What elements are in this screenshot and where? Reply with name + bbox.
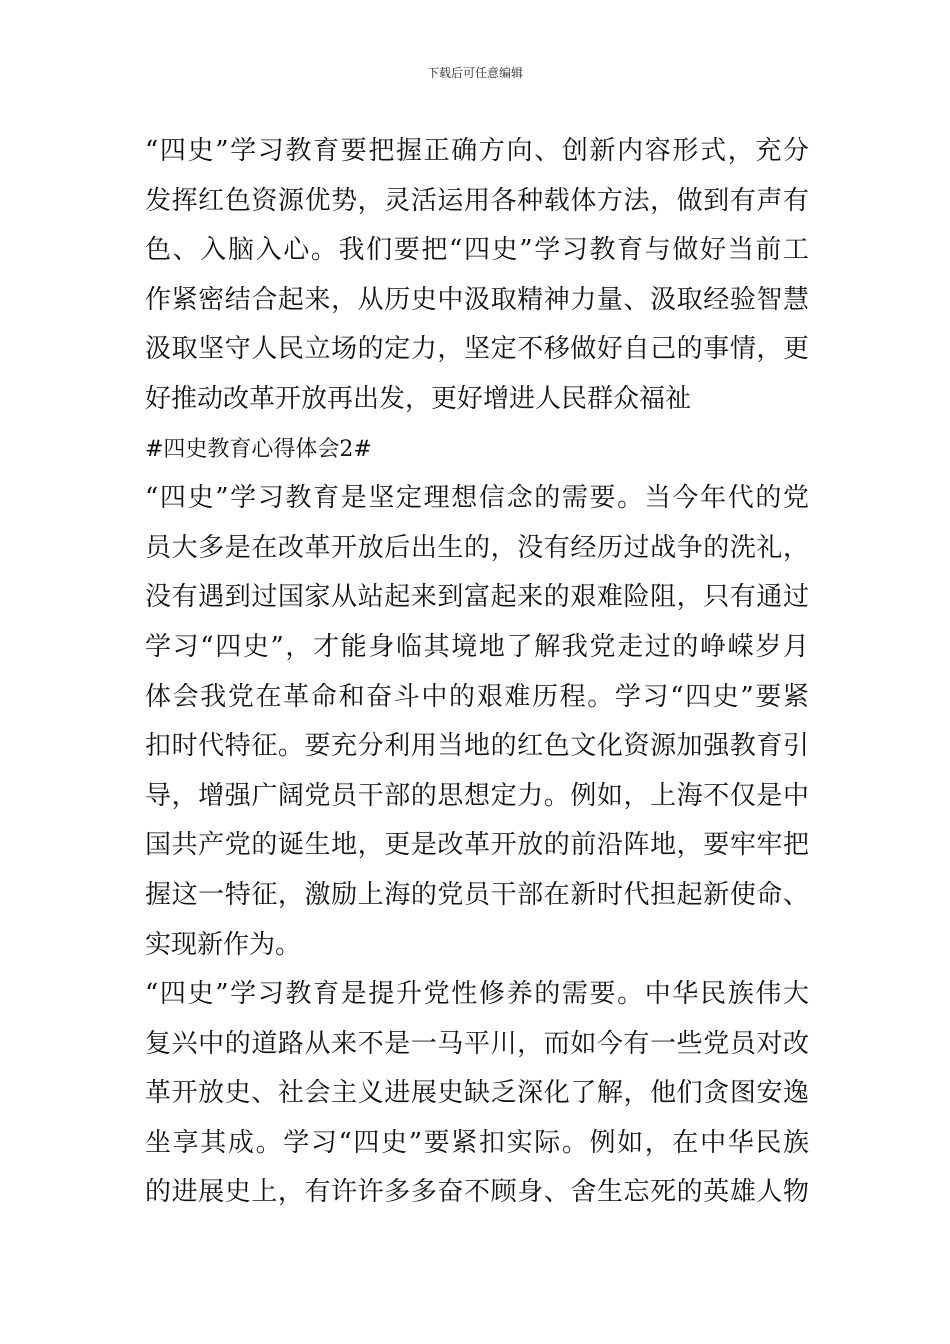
text-line: 体会我党在革命和奋斗中的艰难历程。学习“四史”要紧 — [145, 681, 809, 712]
text-line: 发挥红色资源优势，灵活运用各种载体方法，做到有声有 — [145, 185, 809, 216]
text-line: 握这一特征，激励上海的党员干部在新时代担起新使命、 — [145, 879, 809, 910]
text-line: 作紧密结合起来，从历史中汲取精神力量、汲取经验智慧 — [145, 284, 809, 315]
text-line: “四史”学习教育要把握正确方向、创新内容形式，充分 — [145, 136, 809, 166]
text-line: 好推动改革开放再出发，更好增进人民群众福祉 — [145, 383, 692, 414]
document-body — [145, 127, 809, 1218]
page-header: 下载后可任意编辑 — [426, 66, 523, 80]
section-heading: #四史教育心得体会2# — [145, 436, 372, 462]
text-line: 的进展史上，有许许多多奋不顾身、舍生忘死的英雄人物 — [145, 1177, 809, 1208]
text-line: 员大多是在改革开放后出生的，没有经历过战争的洗礼， — [145, 532, 809, 563]
text-line: 实现新作为。 — [145, 929, 302, 960]
text-line: 学习“四史”，才能身临其境地了解我党走过的峥嵘岁月 — [145, 631, 809, 662]
text-line: 没有遇到过国家从站起来到富起来的艰难险阻，只有通过 — [145, 582, 809, 613]
text-line: “四史”学习教育是坚定理想信念的需要。当今年代的党 — [145, 483, 809, 514]
text-line: 国共产党的诞生地，更是改革开放的前沿阵地，要牢牢把 — [145, 830, 809, 861]
text-line: 汲取坚守人民立场的定力，坚定不移做好自己的事情，更 — [145, 334, 809, 365]
text-line: 扣时代特征。要充分利用当地的红色文化资源加强教育引 — [145, 731, 809, 762]
text-line: 色、入脑入心。我们要把“四史”学习教育与做好当前工 — [145, 235, 809, 266]
text-line: 复兴中的道路从来不是一马平川，而如今有一些党员对改 — [145, 1028, 809, 1059]
text-line: 导，增强广阔党员干部的思想定力。例如，上海不仅是中 — [145, 780, 809, 811]
text-line: 坐享其成。学习“四史”要紧扣实际。例如，在中华民族 — [145, 1127, 809, 1158]
text-line: “四史”学习教育是提升党性修养的需要。中华民族伟大 — [145, 979, 809, 1010]
text-line: 革开放史、社会主义进展史缺乏深化了解，他们贪图安逸 — [145, 1078, 809, 1109]
